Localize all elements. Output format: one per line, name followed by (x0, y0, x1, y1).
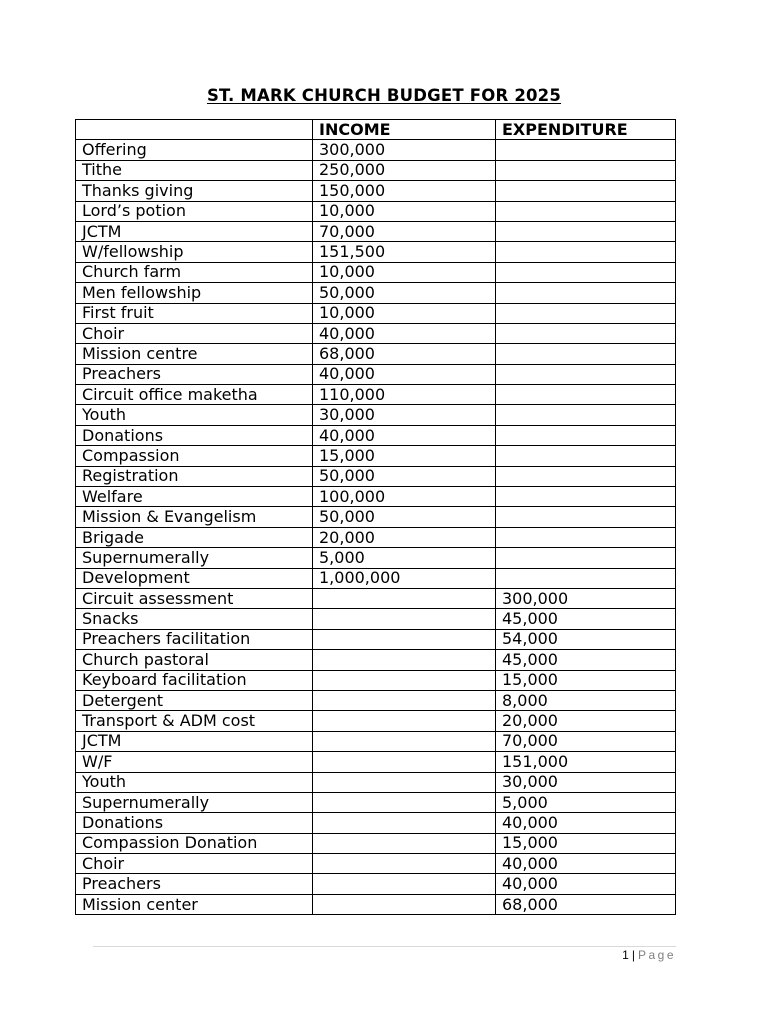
table-row (76, 242, 676, 262)
row-income (313, 772, 496, 792)
row-income: 15,000 (313, 446, 496, 466)
budget-table (75, 119, 676, 915)
header-expenditure: EXPENDITURE (496, 120, 676, 140)
row-income (313, 690, 496, 710)
row-item: W/F (76, 752, 313, 772)
table-row (76, 262, 676, 282)
table-row (76, 568, 676, 588)
row-expenditure: 8,000 (496, 690, 676, 710)
table-row (76, 507, 676, 527)
row-expenditure: 20,000 (496, 711, 676, 731)
row-expenditure: 40,000 (496, 813, 676, 833)
row-income: 50,000 (313, 466, 496, 486)
row-expenditure (496, 527, 676, 547)
row-income: 70,000 (313, 221, 496, 241)
row-expenditure: 40,000 (496, 874, 676, 894)
header-item (76, 120, 313, 140)
row-item: Development (76, 568, 313, 588)
row-item: Mission & Evangelism (76, 507, 313, 527)
table-body (76, 140, 676, 915)
table-row (76, 874, 676, 894)
row-expenditure (496, 201, 676, 221)
row-income: 40,000 (313, 323, 496, 343)
row-income: 110,000 (313, 385, 496, 405)
table-row (76, 140, 676, 160)
row-income: 300,000 (313, 140, 496, 160)
row-expenditure (496, 181, 676, 201)
footer-divider (93, 946, 676, 947)
table-row (76, 527, 676, 547)
table-row (76, 466, 676, 486)
row-item: W/fellowship (76, 242, 313, 262)
header-income: INCOME (313, 120, 496, 140)
table-row (76, 487, 676, 507)
table-row (76, 221, 676, 241)
table-row (76, 711, 676, 731)
row-item: Compassion Donation (76, 833, 313, 853)
row-expenditure: 151,000 (496, 752, 676, 772)
document-title: ST. MARK CHURCH BUDGET FOR 2025 (206, 86, 562, 105)
row-item: Supernumerally (76, 548, 313, 568)
table-row (76, 303, 676, 323)
row-expenditure: 70,000 (496, 731, 676, 751)
row-expenditure (496, 507, 676, 527)
row-income: 10,000 (313, 201, 496, 221)
row-income (313, 609, 496, 629)
table-row (76, 405, 676, 425)
row-expenditure (496, 283, 676, 303)
row-item: Choir (76, 323, 313, 343)
row-item: First fruit (76, 303, 313, 323)
row-item: Preachers (76, 874, 313, 894)
table-row (76, 588, 676, 608)
row-income: 50,000 (313, 507, 496, 527)
row-income: 50,000 (313, 283, 496, 303)
table-row (76, 425, 676, 445)
table-row (76, 813, 676, 833)
row-income: 10,000 (313, 303, 496, 323)
row-expenditure (496, 344, 676, 364)
row-item: Donations (76, 813, 313, 833)
table-header-row (76, 120, 676, 140)
row-expenditure: 40,000 (496, 854, 676, 874)
row-item: JCTM (76, 221, 313, 241)
table-row (76, 792, 676, 812)
row-income: 30,000 (313, 405, 496, 425)
row-item: Transport & ADM cost (76, 711, 313, 731)
row-item: Circuit office maketha (76, 385, 313, 405)
row-expenditure (496, 262, 676, 282)
row-expenditure (496, 385, 676, 405)
table-row (76, 854, 676, 874)
row-item: Supernumerally (76, 792, 313, 812)
row-item: Mission center (76, 894, 313, 914)
row-income: 150,000 (313, 181, 496, 201)
row-item: Lord’s potion (76, 201, 313, 221)
table-row (76, 160, 676, 180)
table-row (76, 690, 676, 710)
row-item: Circuit assessment (76, 588, 313, 608)
row-expenditure (496, 425, 676, 445)
row-expenditure: 45,000 (496, 609, 676, 629)
row-income: 5,000 (313, 548, 496, 568)
page-footer (622, 948, 676, 962)
row-item: Registration (76, 466, 313, 486)
row-income (313, 874, 496, 894)
table-row (76, 283, 676, 303)
row-expenditure (496, 548, 676, 568)
row-income: 40,000 (313, 425, 496, 445)
row-income (313, 833, 496, 853)
row-item: Welfare (76, 487, 313, 507)
row-income: 100,000 (313, 487, 496, 507)
row-expenditure (496, 466, 676, 486)
row-expenditure (496, 160, 676, 180)
row-income: 20,000 (313, 527, 496, 547)
row-expenditure: 5,000 (496, 792, 676, 812)
row-expenditure: 54,000 (496, 629, 676, 649)
row-item: Mission centre (76, 344, 313, 364)
row-income: 250,000 (313, 160, 496, 180)
row-income (313, 650, 496, 670)
table-row (76, 629, 676, 649)
row-income (313, 711, 496, 731)
table-row (76, 181, 676, 201)
row-item: Preachers (76, 364, 313, 384)
row-expenditure (496, 242, 676, 262)
row-item: Thanks giving (76, 181, 313, 201)
row-expenditure: 45,000 (496, 650, 676, 670)
table-row (76, 323, 676, 343)
row-item: Offering (76, 140, 313, 160)
row-expenditure (496, 221, 676, 241)
row-expenditure (496, 405, 676, 425)
table-row (76, 364, 676, 384)
row-item: Preachers facilitation (76, 629, 313, 649)
table-row (76, 385, 676, 405)
table-row (76, 446, 676, 466)
row-item: Donations (76, 425, 313, 445)
footer-separator: | (631, 948, 635, 962)
row-income (313, 894, 496, 914)
row-expenditure (496, 140, 676, 160)
row-item: Brigade (76, 527, 313, 547)
row-expenditure (496, 364, 676, 384)
row-item: Detergent (76, 690, 313, 710)
row-expenditure: 30,000 (496, 772, 676, 792)
row-income (313, 752, 496, 772)
page-label: Page (637, 948, 676, 962)
table-row (76, 833, 676, 853)
row-expenditure: 15,000 (496, 833, 676, 853)
table-row (76, 731, 676, 751)
row-expenditure (496, 323, 676, 343)
table-row (76, 670, 676, 690)
row-expenditure (496, 568, 676, 588)
row-item: Tithe (76, 160, 313, 180)
table-row (76, 609, 676, 629)
row-item: Youth (76, 405, 313, 425)
row-expenditure (496, 487, 676, 507)
table-row (76, 201, 676, 221)
row-item: Choir (76, 854, 313, 874)
row-income (313, 813, 496, 833)
table-row (76, 650, 676, 670)
row-income (313, 854, 496, 874)
row-expenditure: 300,000 (496, 588, 676, 608)
row-expenditure: 68,000 (496, 894, 676, 914)
row-income: 68,000 (313, 344, 496, 364)
row-item: Compassion (76, 446, 313, 466)
row-item: Church farm (76, 262, 313, 282)
row-income (313, 588, 496, 608)
row-expenditure (496, 303, 676, 323)
table-row (76, 344, 676, 364)
row-income: 10,000 (313, 262, 496, 282)
row-income (313, 792, 496, 812)
table-row (76, 894, 676, 914)
table-row (76, 752, 676, 772)
row-expenditure (496, 446, 676, 466)
row-income: 40,000 (313, 364, 496, 384)
row-income (313, 731, 496, 751)
row-expenditure: 15,000 (496, 670, 676, 690)
row-income: 151,500 (313, 242, 496, 262)
row-item: Church pastoral (76, 650, 313, 670)
table-row (76, 548, 676, 568)
row-item: JCTM (76, 731, 313, 751)
row-income (313, 629, 496, 649)
row-item: Men fellowship (76, 283, 313, 303)
row-income: 1,000,000 (313, 568, 496, 588)
page-number: 1 (622, 948, 629, 962)
row-item: Keyboard facilitation (76, 670, 313, 690)
table-row (76, 772, 676, 792)
row-item: Snacks (76, 609, 313, 629)
row-income (313, 670, 496, 690)
row-item: Youth (76, 772, 313, 792)
